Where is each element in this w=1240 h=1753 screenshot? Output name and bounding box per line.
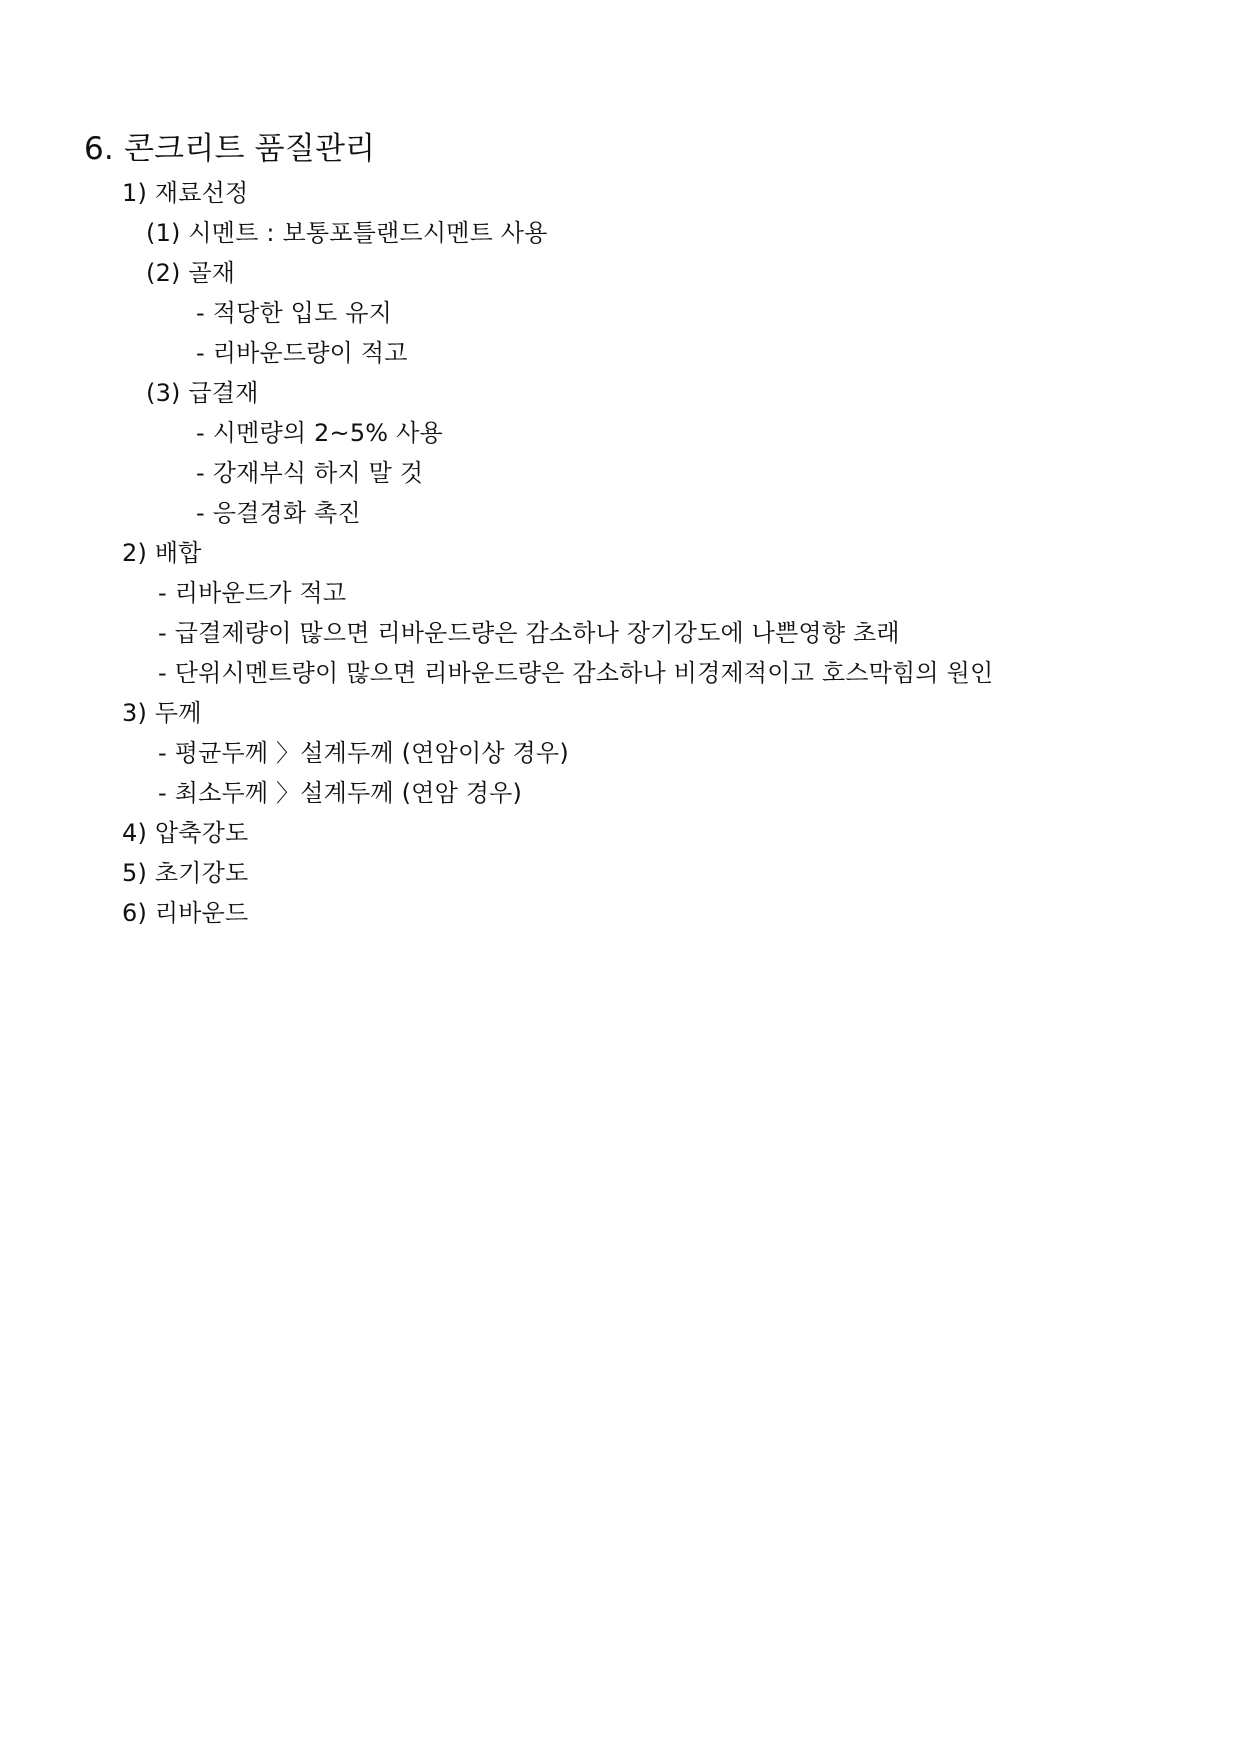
bullet-thickness-minimum: - 최소두께 〉설계두께 (연암 경우)	[158, 779, 523, 807]
bullet-accelerator-dosage: - 시멘량의 2~5% 사용	[196, 419, 443, 447]
item-cement: (1) 시멘트 : 보통포틀랜드시멘트 사용	[146, 219, 548, 247]
section-heading-thickness: 3) 두께	[122, 699, 202, 727]
section-heading-compressive-strength: 4) 압축강도	[122, 819, 249, 847]
section-heading-mix: 2) 배합	[122, 539, 202, 567]
item-accelerator: (3) 급결재	[146, 379, 259, 407]
bullet-thickness-average: - 평균두께 〉설계두께 (연암이상 경우)	[158, 739, 569, 767]
bullet-aggregate-grading: - 적당한 입도 유지	[196, 299, 393, 327]
section-heading-materials: 1) 재료선정	[122, 179, 249, 207]
bullet-accelerator-corrosion: - 강재부식 하지 말 것	[196, 459, 424, 487]
section-heading-rebound: 6) 리바운드	[122, 899, 249, 927]
section-heading-early-strength: 5) 초기강도	[122, 859, 249, 887]
item-aggregate: (2) 골재	[146, 259, 236, 287]
bullet-aggregate-rebound: - 리바운드량이 적고	[196, 339, 408, 367]
bullet-mix-rebound: - 리바운드가 적고	[158, 579, 347, 607]
bullet-mix-cement: - 단위시멘트량이 많으면 리바운드량은 감소하나 비경제적이고 호스막힘의 원인	[158, 659, 994, 687]
bullet-accelerator-setting: - 응결경화 촉진	[196, 499, 361, 527]
bullet-mix-accelerator: - 급결제량이 많으면 리바운드량은 감소하나 장기강도에 나쁜영향 초래	[158, 619, 900, 647]
document-title: 6. 콘크리트 품질관리	[84, 131, 376, 167]
